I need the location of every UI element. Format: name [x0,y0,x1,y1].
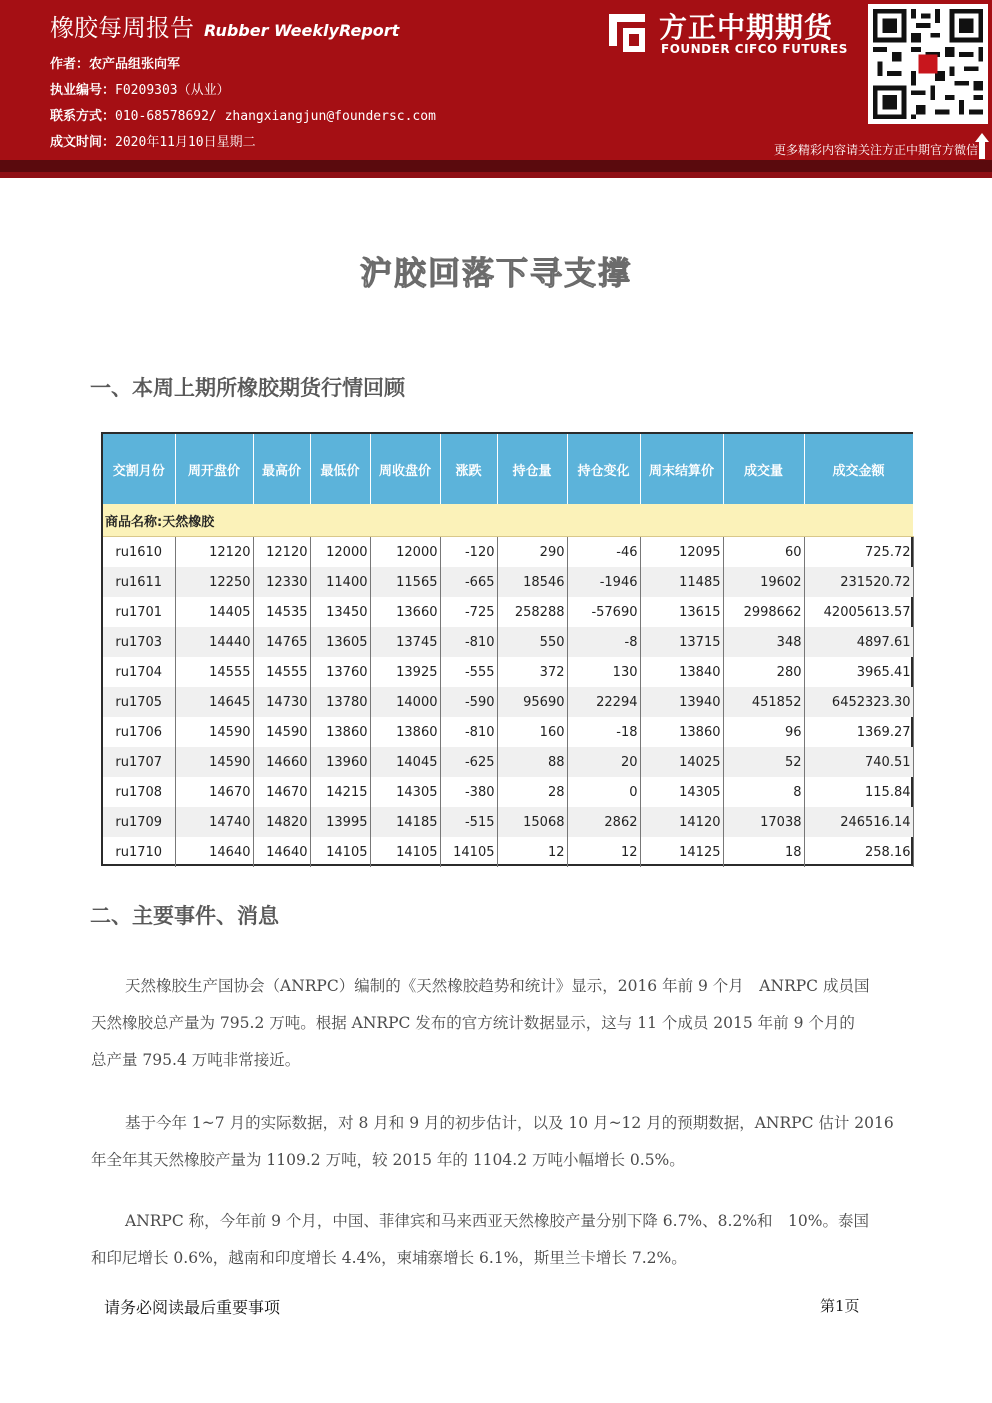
table-header-row [103,434,913,504]
table-cell: 14045 [370,747,440,777]
paragraph-line: 天然橡胶总产量为 795.2 万吨。根据 ANRPC 发布的官方统计数据显示，这与 11 个成员 2015 年前 9 个月的 [91,1014,855,1032]
paragraph-line: 总产量 795.4 万吨非常接近。 [91,1051,301,1069]
follow-wechat-text: 更多精彩内容请关注方正中期官方微信 [773,143,978,157]
group-label: 商品名称:天然橡胶 [103,504,913,537]
table-cell: 14555 [175,657,253,687]
table-cell: 88 [497,747,567,777]
report-title: 橡胶每周报告 Rubber WeeklyReport [50,14,400,42]
futures-price-table [101,432,913,866]
table-cell: 280 [723,657,804,687]
paragraph-2 [91,1105,903,1179]
paragraph-line: 天然橡胶生产国协会（ANRPC）编制的《天然橡胶趋势和统计》显示，2016 年前 9 个月 ANRPC 成员国 [125,977,870,995]
table-cell: 11485 [640,567,723,597]
table-cell: 12 [567,837,640,867]
table-cell: -555 [440,657,497,687]
table-cell: 19602 [723,567,804,597]
table-cell: 15068 [497,807,567,837]
table-cell: 290 [497,537,567,568]
table-cell: 14535 [253,597,310,627]
table-cell: 246516.14 [804,807,913,837]
table-cell: 372 [497,657,567,687]
table-row [103,717,913,747]
table-cell: 12330 [253,567,310,597]
table-cell: 12000 [370,537,440,568]
table-cell: -8 [567,627,640,657]
contract-cell: ru1706 [103,717,175,747]
table-cell: 12120 [253,537,310,568]
table-cell: 18546 [497,567,567,597]
table-cell: 95690 [497,687,567,717]
table-cell: 11400 [310,567,370,597]
table-cell: 12095 [640,537,723,568]
table-cell: 14590 [253,717,310,747]
meta-author: 作者：农产品组张向军 [50,57,181,72]
table-cell: 14670 [253,777,310,807]
table-cell: -120 [440,537,497,568]
table-cell: 14640 [175,837,253,867]
report-title-en: Rubber WeeklyReport [204,21,400,40]
contract-cell: ru1703 [103,627,175,657]
table-cell: 258288 [497,597,567,627]
table-cell: 130 [567,657,640,687]
table-row [103,597,913,627]
paragraph-line: 和印尼增长 0.6%，越南和印度增长 4.4%，柬埔寨增长 6.1%，斯里兰卡增长 7.2%。 [91,1249,687,1267]
table-cell: -18 [567,717,640,747]
table-cell: 13960 [310,747,370,777]
table-cell: 14305 [640,777,723,807]
contract-cell: ru1710 [103,837,175,867]
table-cell: 14590 [175,717,253,747]
company-logo [605,6,860,56]
table-cell: 13940 [640,687,723,717]
paragraph-1 [91,968,903,1079]
footer-notice: 请务必阅读最后重要事项 [104,1298,281,1317]
table-cell: 14440 [175,627,253,657]
table-cell: 14590 [175,747,253,777]
table-cell: 11565 [370,567,440,597]
contract-cell: ru1708 [103,777,175,807]
contract-cell: ru1707 [103,747,175,777]
table-row [103,627,913,657]
meta-date: 成文时间：2020年11月10日星期二 [50,135,256,150]
table-cell: 13780 [310,687,370,717]
table-cell: 14740 [175,807,253,837]
column-header: 持仓变化 [567,434,640,504]
table-cell: 2862 [567,807,640,837]
table-cell: 14555 [253,657,310,687]
table-cell: 14640 [253,837,310,867]
table-cell: 12120 [175,537,253,568]
table-cell: 13745 [370,627,440,657]
table-cell: 52 [723,747,804,777]
table-row [103,657,913,687]
table-cell: 2998662 [723,597,804,627]
contract-cell: ru1701 [103,597,175,627]
table-row [103,567,913,597]
table-cell: 13605 [310,627,370,657]
table-cell: 20 [567,747,640,777]
table-cell: 13995 [310,807,370,837]
table-cell: 14125 [640,837,723,867]
table-row [103,807,913,837]
table-cell: 14730 [253,687,310,717]
table-cell: 13840 [640,657,723,687]
table-cell: 12250 [175,567,253,597]
table-cell: -725 [440,597,497,627]
table-cell: 13660 [370,597,440,627]
table-cell: 14645 [175,687,253,717]
table-cell: -665 [440,567,497,597]
table-cell: 18 [723,837,804,867]
table-row [103,777,913,807]
table-cell: 14105 [370,837,440,867]
table-cell: 14660 [253,747,310,777]
header-divider-inner [0,172,992,178]
contract-cell: ru1610 [103,537,175,568]
table-cell: 740.51 [804,747,913,777]
table-cell: 3965.41 [804,657,913,687]
table-cell: 13860 [370,717,440,747]
table-cell: 14000 [370,687,440,717]
qr-code-icon[interactable] [868,4,988,124]
column-header: 最低价 [310,434,370,504]
page-number: 第1页 [820,1297,860,1315]
table-row [103,687,913,717]
paragraph-3 [91,1203,903,1277]
section-heading-1: 一、本周上期所橡胶期货行情回顾 [90,376,405,400]
meta-license: 执业编号：F0209303（从业） [50,83,230,98]
table-cell: 348 [723,627,804,657]
table-cell: 14305 [370,777,440,807]
table-cell: 17038 [723,807,804,837]
table-cell: 451852 [723,687,804,717]
column-header: 周末结算价 [640,434,723,504]
paragraph-line: ANRPC 称，今年前 9 个月，中国、菲律宾和马来西亚天然橡胶产量分别下降 6.7%、8.2%和 10%。泰国 [125,1212,869,1230]
table-cell: 115.84 [804,777,913,807]
table-cell: -810 [440,627,497,657]
column-header: 周收盘价 [370,434,440,504]
table-cell: 12000 [310,537,370,568]
paragraph-line: 基于今年 1~7 月的实际数据，对 8 月和 9 月的初步估计，以及 10 月~12 月的预期数据，ANRPC 估计 2016 [125,1114,894,1132]
table-cell: 4897.61 [804,627,913,657]
contract-cell: ru1704 [103,657,175,687]
table-cell: 96 [723,717,804,747]
table-cell: 14765 [253,627,310,657]
table-cell: 14120 [640,807,723,837]
column-header: 周开盘价 [175,434,253,504]
table-cell: 14105 [440,837,497,867]
logo-text-cn: 方正中期期货 [659,11,834,44]
table-cell: 28 [497,777,567,807]
column-header: 持仓量 [497,434,567,504]
table-cell: -1946 [567,567,640,597]
table-cell: 42005613.57 [804,597,913,627]
report-header [0,0,992,160]
table-cell: -590 [440,687,497,717]
logo-mark-icon [605,8,649,52]
document-title: 沪胶回落下寻支撑 [359,254,632,292]
table-cell: 14405 [175,597,253,627]
table-cell: 550 [497,627,567,657]
table-cell: 14025 [640,747,723,777]
table-cell: 1369.27 [804,717,913,747]
table-cell: 160 [497,717,567,747]
table-row [103,837,913,867]
column-header: 最高价 [253,434,310,504]
table-cell: 725.72 [804,537,913,568]
table-cell: 13450 [310,597,370,627]
paragraph-line: 年全年其天然橡胶产量为 1109.2 万吨，较 2015 年的 1104.2 万吨小幅增长 0.5%。 [91,1151,685,1169]
table-group-row [103,504,913,537]
table-cell: 13760 [310,657,370,687]
arrow-up-icon [975,133,989,159]
table-cell: -380 [440,777,497,807]
contract-cell: ru1709 [103,807,175,837]
column-header: 成交量 [723,434,804,504]
table-cell: 13860 [310,717,370,747]
table-cell: 14670 [175,777,253,807]
table-cell: -625 [440,747,497,777]
table-cell: 22294 [567,687,640,717]
table-cell: 0 [567,777,640,807]
table-cell: -46 [567,537,640,568]
table-cell: 14105 [310,837,370,867]
table-cell: 13615 [640,597,723,627]
table-cell: 14215 [310,777,370,807]
table-cell: 13925 [370,657,440,687]
meta-contact: 联系方式：010-68578692/ zhangxiangjun@foundersc.com [50,109,436,124]
contract-cell: ru1705 [103,687,175,717]
logo-text-en: FOUNDER CIFCO FUTURES [661,42,848,56]
table-cell: 258.16 [804,837,913,867]
table-cell: 60 [723,537,804,568]
contract-cell: ru1611 [103,567,175,597]
column-header: 成交金额 [804,434,913,504]
table-cell: 6452323.30 [804,687,913,717]
table-cell: 13860 [640,717,723,747]
table-cell: 14185 [370,807,440,837]
table-cell: 12 [497,837,567,867]
table-cell: 14820 [253,807,310,837]
table-cell: -810 [440,717,497,747]
table-cell: 8 [723,777,804,807]
table-cell: -57690 [567,597,640,627]
table-cell: -515 [440,807,497,837]
column-header: 交割月份 [103,434,175,504]
table-cell: 13715 [640,627,723,657]
table-row [103,537,913,568]
section-heading-2: 二、主要事件、消息 [90,904,279,928]
table-row [103,747,913,777]
column-header: 涨跌 [440,434,497,504]
table-cell: 231520.72 [804,567,913,597]
